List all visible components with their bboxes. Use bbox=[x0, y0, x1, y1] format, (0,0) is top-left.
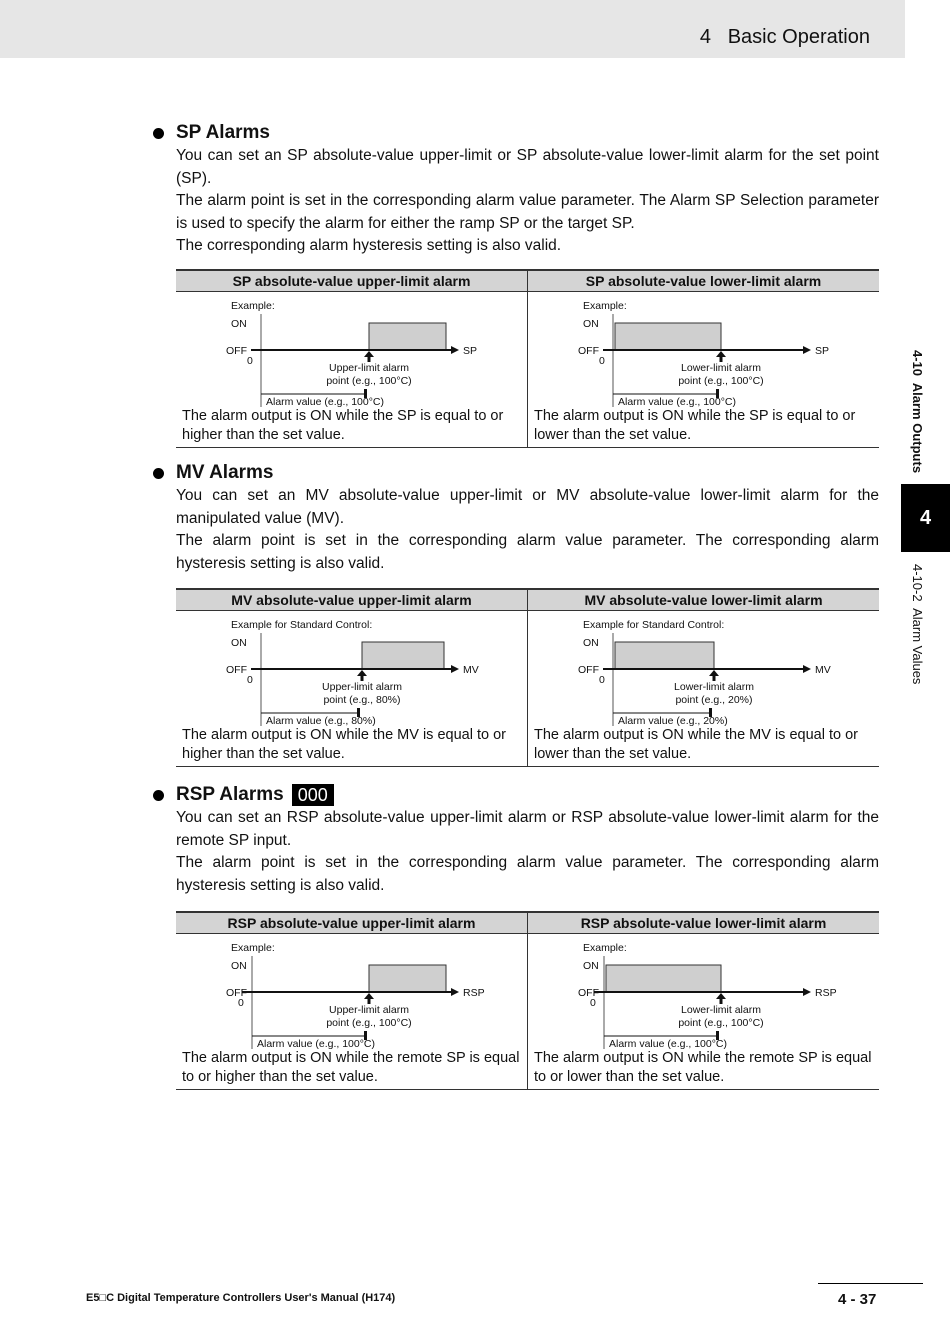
alarm-value-label: Alarm value (e.g., 80%) bbox=[266, 715, 376, 726]
axis-label: MV bbox=[463, 664, 479, 676]
example-label: Example for Standard Control: bbox=[231, 619, 373, 631]
zero-label: 0 bbox=[599, 674, 605, 686]
alarm-diagram-svg bbox=[528, 934, 879, 1049]
alarm-point-label: Upper-limit alarm bbox=[322, 681, 402, 693]
table-header: MV absolute-value upper-limit alarm bbox=[176, 589, 528, 611]
alarm-diagram-svg bbox=[528, 292, 879, 407]
axis-arrow bbox=[803, 988, 811, 996]
alarm-diagram-svg bbox=[176, 611, 527, 726]
alarm-diagram-svg bbox=[176, 292, 527, 407]
on-label: ON bbox=[231, 318, 247, 330]
alarm-point-label: point (e.g., 100°C) bbox=[326, 1017, 412, 1029]
sp-alarm-table bbox=[176, 269, 879, 448]
bullet-icon bbox=[153, 468, 164, 479]
example-label: Example: bbox=[231, 942, 275, 954]
axis-label: RSP bbox=[463, 987, 485, 999]
on-region bbox=[615, 323, 721, 350]
rsp-alarms-section bbox=[153, 783, 879, 897]
axis-arrow bbox=[803, 346, 811, 354]
alarm-value-label: Alarm value (e.g., 20%) bbox=[618, 715, 728, 726]
on-label: ON bbox=[583, 637, 599, 649]
chapter-tab: 4 bbox=[901, 484, 950, 552]
on-label: ON bbox=[231, 960, 247, 972]
footer-rule bbox=[818, 1283, 923, 1284]
alarm-value-label: Alarm value (e.g., 100°C) bbox=[618, 396, 736, 407]
alarm-point-label: Upper-limit alarm bbox=[329, 1004, 409, 1016]
table-header: RSP absolute-value lower-limit alarm bbox=[528, 912, 880, 934]
caption: The alarm output is ON while the MV is equal to or lower than the set value. bbox=[534, 727, 858, 762]
alarm-point-arrowhead bbox=[716, 993, 726, 999]
mv-alarms-heading bbox=[153, 461, 879, 485]
on-region bbox=[369, 323, 446, 350]
alarm-point-label: Lower-limit alarm bbox=[681, 362, 761, 374]
zero-label: 0 bbox=[238, 997, 244, 1009]
zero-label: 0 bbox=[599, 355, 605, 367]
alarm-point-label: point (e.g., 20%) bbox=[675, 694, 753, 706]
alarm-point-arrowhead bbox=[364, 993, 374, 999]
paragraph: The alarm point is set in the corresponding alarm value parameter. The corresponding alarm hysteresis setting is also valid. bbox=[176, 854, 879, 894]
example-label: Example: bbox=[583, 942, 627, 954]
table-cell bbox=[176, 611, 528, 767]
zero-label: 0 bbox=[247, 674, 253, 686]
axis-label: RSP bbox=[815, 987, 837, 999]
axis-label: SP bbox=[815, 345, 830, 357]
example-label: Example for Standard Control: bbox=[583, 619, 725, 631]
section-title: SP Alarms bbox=[176, 122, 270, 143]
table-cell bbox=[528, 611, 880, 767]
alarm-point-label: point (e.g., 100°C) bbox=[326, 375, 412, 387]
table-cell bbox=[176, 934, 528, 1090]
alarm-point-label: Lower-limit alarm bbox=[674, 681, 754, 693]
alarm-point-label: Lower-limit alarm bbox=[681, 1004, 761, 1016]
example-label: Example: bbox=[583, 300, 627, 312]
off-label: OFF bbox=[578, 345, 599, 357]
off-label: OFF bbox=[578, 987, 599, 999]
rsp-alarms-heading bbox=[153, 783, 879, 807]
table-header: RSP absolute-value upper-limit alarm bbox=[176, 912, 528, 934]
table-header: MV absolute-value lower-limit alarm bbox=[528, 589, 880, 611]
alarm-value-label: Alarm value (e.g., 100°C) bbox=[609, 1038, 727, 1049]
on-region bbox=[369, 965, 446, 992]
on-region bbox=[606, 965, 721, 992]
alarm-diagram bbox=[528, 934, 879, 1049]
alarm-value-label: Alarm value (e.g., 100°C) bbox=[257, 1038, 375, 1049]
sp-alarms-heading bbox=[153, 121, 879, 145]
footer-manual-title: E5□C Digital Temperature Controllers User's Manual (H174) bbox=[86, 1292, 396, 1304]
axis-arrow bbox=[803, 665, 811, 673]
model-badge: 000 bbox=[292, 784, 334, 806]
alarm-point-arrowhead bbox=[709, 670, 719, 676]
alarm-diagram-svg bbox=[528, 611, 879, 726]
axis-arrow bbox=[451, 988, 459, 996]
caption: The alarm output is ON while the remote SP is equal to or lower than the set value. bbox=[534, 1050, 872, 1085]
paragraph: The alarm point is set in the corresponding alarm value parameter. The corresponding alarm hysteresis setting is also valid. bbox=[176, 532, 879, 572]
on-label: ON bbox=[583, 318, 599, 330]
caption: The alarm output is ON while the SP is equal to or lower than the set value. bbox=[534, 408, 856, 443]
section-title: RSP Alarms bbox=[176, 784, 284, 805]
alarm-diagram bbox=[528, 292, 879, 407]
on-region bbox=[362, 642, 444, 669]
axis-arrow bbox=[451, 665, 459, 673]
side-section-label: 4-10 Alarm Outputs bbox=[910, 350, 925, 474]
alarm-point-label: point (e.g., 80%) bbox=[323, 694, 401, 706]
mv-alarm-table bbox=[176, 588, 879, 767]
off-label: OFF bbox=[226, 664, 247, 676]
alarm-point-arrowhead bbox=[716, 351, 726, 357]
table-cell bbox=[528, 292, 880, 448]
alarm-diagram bbox=[176, 934, 527, 1049]
side-subsection-label: 4-10-2 Alarm Values bbox=[910, 564, 925, 685]
on-region bbox=[615, 642, 714, 669]
section-title: MV Alarms bbox=[176, 462, 274, 483]
on-label: ON bbox=[231, 637, 247, 649]
alarm-point-arrowhead bbox=[357, 670, 367, 676]
off-label: OFF bbox=[226, 345, 247, 357]
alarm-diagram-svg bbox=[176, 934, 527, 1049]
zero-label: 0 bbox=[590, 997, 596, 1009]
axis-label: MV bbox=[815, 664, 831, 676]
bullet-icon bbox=[153, 128, 164, 139]
table-cell bbox=[528, 934, 880, 1090]
off-label: OFF bbox=[578, 664, 599, 676]
axis-arrow bbox=[451, 346, 459, 354]
caption: The alarm output is ON while the SP is equal to or higher than the set value. bbox=[182, 408, 504, 443]
alarm-point-label: point (e.g., 100°C) bbox=[678, 375, 764, 387]
alarm-diagram bbox=[176, 611, 527, 726]
mv-alarms-section bbox=[153, 461, 879, 575]
alarm-point-arrowhead bbox=[364, 351, 374, 357]
off-label: OFF bbox=[226, 987, 247, 999]
zero-label: 0 bbox=[247, 355, 253, 367]
sp-alarms-section bbox=[153, 121, 879, 258]
alarm-point-label: point (e.g., 100°C) bbox=[678, 1017, 764, 1029]
rsp-alarm-table bbox=[176, 911, 879, 1090]
table-header: SP absolute-value lower-limit alarm bbox=[528, 270, 880, 292]
on-label: ON bbox=[583, 960, 599, 972]
sp-alarms-body bbox=[176, 145, 879, 258]
table-header: SP absolute-value upper-limit alarm bbox=[176, 270, 528, 292]
alarm-value-label: Alarm value (e.g., 100°C) bbox=[266, 396, 384, 407]
page-number: 4 - 37 bbox=[838, 1291, 877, 1308]
paragraph: You can set an RSP absolute-value upper-limit alarm or RSP absolute-value lower-limit alarm for the remote SP input. bbox=[176, 809, 879, 849]
mv-alarms-body bbox=[176, 485, 879, 575]
chapter-title: 4 Basic Operation bbox=[699, 26, 870, 48]
alarm-diagram bbox=[528, 611, 879, 726]
paragraph: You can set an MV absolute-value upper-limit or MV absolute-value lower-limit alarm for the manipulated value (MV). bbox=[176, 487, 879, 527]
bullet-icon bbox=[153, 790, 164, 801]
axis-label: SP bbox=[463, 345, 478, 357]
paragraph: The alarm point is set in the corresponding alarm value parameter. The Alarm SP Selection parameter is used to specify the alarm for either the ramp SP or the target SP. bbox=[176, 192, 879, 232]
example-label: Example: bbox=[231, 300, 275, 312]
caption: The alarm output is ON while the MV is equal to or higher than the set value. bbox=[182, 727, 506, 762]
rsp-alarms-body bbox=[176, 807, 879, 897]
paragraph: You can set an SP absolute-value upper-limit or SP absolute-value lower-limit alarm for the set point (SP). bbox=[176, 147, 879, 187]
alarm-diagram bbox=[176, 292, 527, 407]
paragraph: The corresponding alarm hysteresis setting is also valid. bbox=[176, 237, 562, 254]
table-cell bbox=[176, 292, 528, 448]
alarm-point-label: Upper-limit alarm bbox=[329, 362, 409, 374]
caption: The alarm output is ON while the remote SP is equal to or higher than the set value. bbox=[182, 1050, 520, 1085]
